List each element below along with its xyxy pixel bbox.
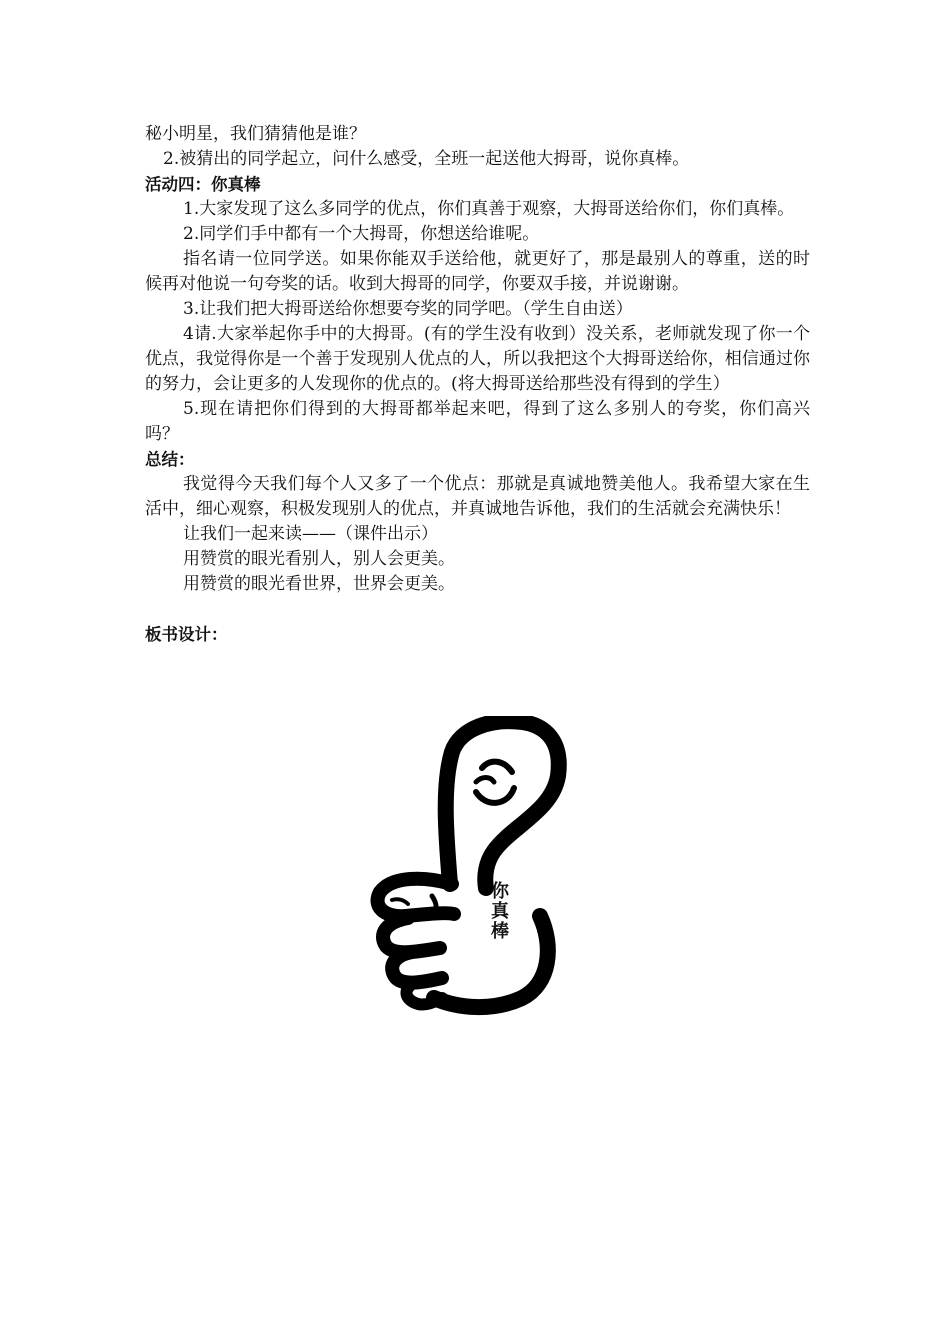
thumbs-up-icon — [362, 716, 572, 1016]
blackboard-char-1: 你 — [491, 881, 509, 902]
paragraph-summary: 我觉得今天我们每个人又多了一个优点：那就是真诚地赞美他人。我希望大家在生活中，细心观察，积极发现别人的优点，并真诚地告诉他，我们的生活就会充满快乐！ — [145, 474, 810, 519]
paragraph-intro: 秘小明星，我们猜猜他是谁？ — [145, 124, 366, 144]
blackboard-caption — [488, 882, 512, 942]
heading-activity-four: 活动四：你真棒 — [145, 175, 261, 194]
blank-line — [145, 597, 810, 622]
paragraph-item-1: 1.大家发现了这么多同学的优点，你们真善于观察，大拇哥送给你们，你们真棒。 — [183, 199, 795, 219]
blackboard-char-2: 真 — [491, 901, 509, 922]
paragraph-step-2: 2.被猜出的同学起立，问什么感受，全班一起送他大拇哥，说你真棒。 — [163, 149, 690, 169]
blackboard-figure — [362, 716, 572, 1016]
paragraph-item-2: 2.同学们手中都有一个大拇哥，你想送给谁呢。 — [183, 224, 540, 244]
paragraph-instruction: 指名请一位同学送。如果你能双手送给他，就更好了，那是最别人的尊重，送的时候再对他说一句夸奖的话。收到大拇哥的同学，你要双手接，并说谢谢。 — [145, 249, 810, 294]
heading-blackboard-design: 板书设计： — [145, 625, 228, 644]
document-body — [145, 122, 810, 647]
paragraph-quote-1: 用赞赏的眼光看别人，别人会更美。 — [183, 549, 455, 569]
paragraph-item-4: 4请.大家举起你手中的大拇哥。(有的学生没有收到）没关系，老师就发现了你一个优点，我觉得你是一个善于发现别人优点的人，所以我把这个大拇哥送给你，相信通过你的努力，会让更多的人发现你的优点的。(将大拇哥送给那些没有得到的学生） — [145, 324, 810, 394]
blackboard-char-3: 棒 — [491, 921, 509, 942]
heading-summary: 总结： — [145, 450, 195, 469]
paragraph-item-5: 5.现在请把你们得到的大拇哥都举起来吧，得到了这么多别人的夸奖，你们高兴吗？ — [145, 399, 810, 444]
paragraph-item-3: 3.让我们把大拇哥送给你想要夸奖的同学吧。（学生自由送） — [183, 299, 633, 319]
paragraph-read-together: 让我们一起来读——（课件出示） — [183, 524, 438, 544]
paragraph-quote-2: 用赞赏的眼光看世界，世界会更美。 — [183, 574, 455, 594]
